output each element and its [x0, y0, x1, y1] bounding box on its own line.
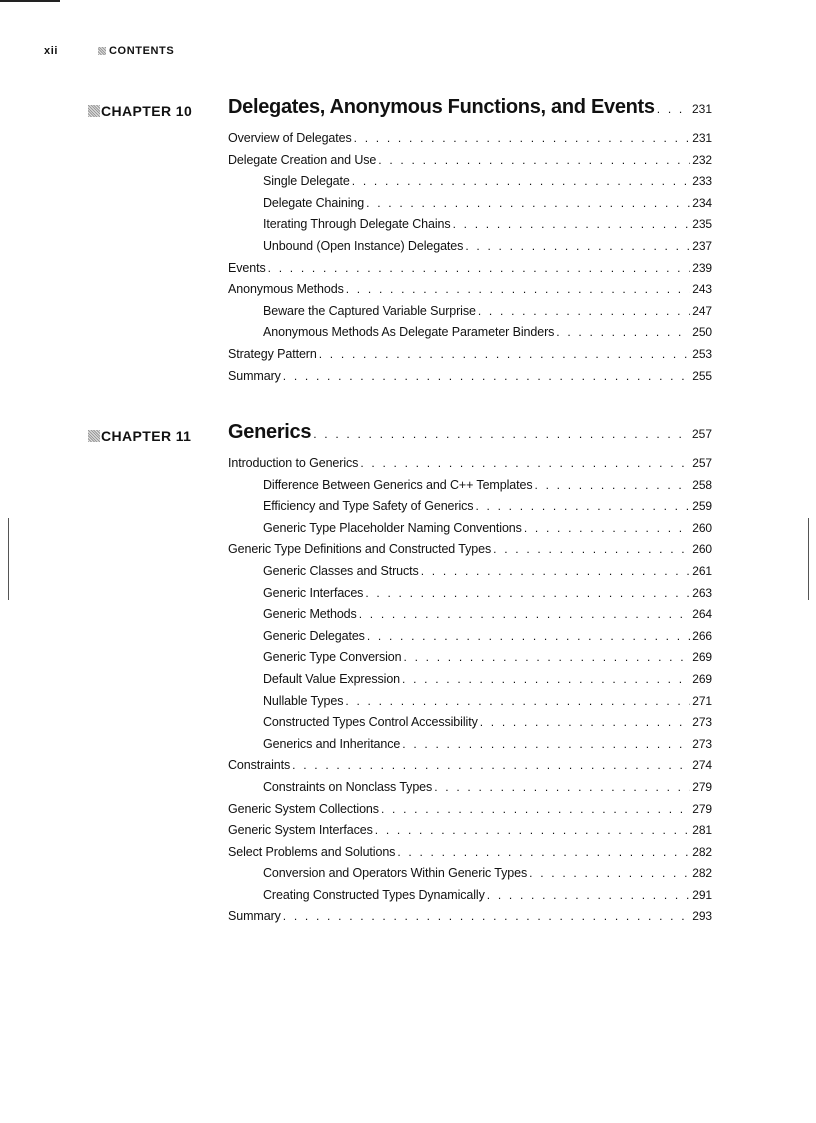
toc-entry-title: Default Value Expression [263, 671, 401, 686]
toc-entry-page: 282 [692, 866, 712, 881]
toc-entry-title: Introduction to Generics [228, 456, 359, 470]
dot-leader [378, 150, 690, 172]
chapter-block [88, 96, 712, 387]
dot-leader [345, 691, 690, 713]
toc-entry-page: 271 [692, 693, 712, 708]
toc-entry[interactable] [228, 669, 712, 691]
toc-entry[interactable] [228, 322, 712, 344]
toc-entry-page: 233 [692, 174, 712, 189]
toc-entry-title: Nullable Types [263, 693, 344, 708]
toc-entry-title: Beware the Captured Variable Surprise [263, 303, 476, 318]
toc-entry-page: 263 [692, 585, 712, 600]
toc-entry-title: Difference Between Generics and C++ Templates [263, 477, 533, 492]
dot-leader [367, 626, 690, 648]
toc-entry[interactable] [228, 755, 712, 777]
chapter-page-number: 257 [691, 427, 712, 441]
section-title: CONTENTS [109, 45, 175, 57]
dot-leader [535, 475, 691, 497]
chapter-label-text: CHAPTER 10 [101, 103, 193, 119]
toc-entries [228, 128, 712, 387]
dot-leader [465, 236, 690, 258]
dot-leader [434, 777, 690, 799]
toc-entry[interactable] [228, 799, 712, 821]
toc-entry-title: Generic Methods [263, 607, 357, 622]
chapter-title-row[interactable] [228, 421, 712, 444]
toc-entry[interactable] [228, 475, 712, 497]
toc-entry-title: Generic Delegates [263, 628, 365, 643]
toc-entry-title: Delegate Chaining [263, 195, 365, 210]
toc-entry-page: 250 [692, 325, 712, 340]
toc-entry[interactable] [228, 906, 712, 928]
toc-entry[interactable] [228, 734, 712, 756]
toc-entry[interactable] [228, 171, 712, 193]
toc-entry-title: Generic Type Conversion [263, 650, 402, 665]
chapter-label [88, 428, 191, 444]
toc-entry-title: Unbound (Open Instance) Delegates [263, 238, 464, 253]
toc-entry-page: 257 [692, 456, 712, 470]
toc-entry-title: Events [228, 260, 266, 275]
crop-mark [8, 518, 9, 600]
toc-entry-page: 235 [692, 217, 712, 232]
toc-entry[interactable] [228, 691, 712, 713]
toc-entry-page: 260 [692, 520, 712, 535]
toc-entry-title: Generics and Inheritance [263, 736, 401, 751]
toc-entry-page: 273 [692, 736, 712, 751]
toc-entry[interactable] [228, 453, 712, 475]
toc-entry-page: 260 [692, 542, 712, 557]
toc-entry[interactable] [228, 863, 712, 885]
chapter-label-text: CHAPTER 11 [101, 428, 192, 444]
toc-entry[interactable] [228, 150, 712, 172]
section-marker-icon [98, 47, 106, 55]
toc-entry[interactable] [228, 193, 712, 215]
toc-entry[interactable] [228, 258, 712, 280]
dot-leader [404, 647, 691, 669]
chapter-label [88, 103, 192, 119]
toc-entry-page: 273 [692, 715, 712, 730]
dot-leader [268, 258, 691, 280]
dot-leader [421, 561, 691, 583]
toc-entry-page: 279 [692, 801, 712, 816]
crop-mark [808, 518, 809, 600]
chapter-marker-icon [88, 105, 100, 117]
toc-entry-title: Strategy Pattern [228, 346, 317, 361]
dot-leader [556, 322, 690, 344]
toc-entry-page: 232 [692, 152, 712, 167]
dot-leader [402, 734, 690, 756]
dot-leader [381, 799, 690, 821]
toc-entry-title: Constraints on Nonclass Types [263, 779, 433, 794]
toc-entry[interactable] [228, 842, 712, 864]
chapter-page-number: 231 [691, 102, 712, 116]
toc-entry-title: Single Delegate [263, 174, 350, 189]
toc-entry-page: 266 [692, 628, 712, 643]
chapter-title: Generics [228, 421, 312, 443]
toc-entry-title: Generic System Interfaces [228, 823, 373, 838]
toc-entry-title: Delegate Creation and Use [228, 152, 377, 167]
toc-entry-page: 291 [692, 887, 712, 902]
dot-leader [283, 906, 690, 928]
dot-leader [397, 842, 690, 864]
toc-entry-page: 237 [692, 238, 712, 253]
chapter-title: Delegates, Anonymous Functions, and Events [228, 96, 655, 118]
chapter-heading [88, 96, 712, 122]
dot-leader [365, 583, 690, 605]
toc-entry-page: 279 [692, 779, 712, 794]
toc-entry[interactable] [228, 561, 712, 583]
toc-entry-page: 269 [692, 650, 712, 665]
toc-entry-title: Overview of Delegates [228, 131, 352, 145]
toc-entry[interactable] [228, 301, 712, 323]
chapter-block [88, 421, 712, 928]
toc-entry-title: Constraints [228, 758, 291, 773]
toc-entry[interactable] [228, 626, 712, 648]
dot-leader [529, 863, 690, 885]
toc-entry[interactable] [228, 518, 712, 540]
toc-entry-page: 239 [692, 260, 712, 275]
toc-entry-page: 243 [692, 282, 712, 297]
dot-leader [292, 755, 690, 777]
toc-entry-page: 259 [692, 499, 712, 514]
dot-leader [352, 171, 691, 193]
toc-entry-title: Select Problems and Solutions [228, 844, 396, 859]
toc-entry-page: 282 [692, 844, 712, 859]
toc-entry[interactable] [228, 820, 712, 842]
dot-leader [475, 496, 690, 518]
dot-leader [453, 214, 691, 236]
toc-entry[interactable] [228, 712, 712, 734]
toc-entry-page: 293 [692, 909, 712, 924]
page-number: xii [44, 45, 59, 57]
toc-entry-title: Anonymous Methods [228, 282, 344, 297]
toc-entry[interactable] [228, 128, 712, 150]
toc-entry-title: Generic System Collections [228, 801, 379, 816]
toc-entry[interactable] [228, 647, 712, 669]
toc-entry[interactable] [228, 366, 712, 388]
toc-entry[interactable] [228, 583, 712, 605]
chapter-marker-icon [88, 430, 100, 442]
toc-entry[interactable] [228, 344, 712, 366]
toc-entry-page: 281 [692, 823, 712, 838]
top-rule [0, 0, 60, 2]
toc-entry-title: Summary [228, 368, 281, 383]
toc-entry-page: 269 [692, 671, 712, 686]
dot-leader [657, 102, 690, 116]
toc-entry[interactable] [228, 279, 712, 301]
dot-leader [359, 604, 691, 626]
dot-leader [346, 279, 691, 301]
toc-entry[interactable] [228, 236, 712, 258]
dot-leader [478, 301, 690, 323]
toc-entry[interactable] [228, 496, 712, 518]
toc-entry-title: Generic Interfaces [263, 585, 364, 600]
toc-entry-page: 264 [692, 607, 712, 622]
toc-entry-page: 247 [692, 303, 712, 318]
dot-leader [360, 453, 690, 475]
toc-entry-title: Anonymous Methods As Delegate Parameter Binders [263, 325, 555, 340]
toc-entry-page: 261 [692, 563, 712, 578]
dot-leader [313, 427, 690, 441]
toc-entry-title: Generic Type Definitions and Constructed Types [228, 542, 492, 557]
toc-entry-title: Generic Classes and Structs [263, 563, 419, 578]
chapter-title-row[interactable] [228, 96, 712, 119]
toc-entry[interactable] [228, 777, 712, 799]
toc-entry[interactable] [228, 539, 712, 561]
dot-leader [366, 193, 690, 215]
chapter-heading [88, 421, 712, 447]
dot-leader [524, 518, 690, 540]
toc-entry-page: 231 [692, 131, 712, 145]
toc-entry-title: Conversion and Operators Within Generic Types [263, 866, 528, 881]
dot-leader [487, 885, 691, 907]
toc-entry-title: Creating Constructed Types Dynamically [263, 887, 485, 902]
toc-entry-title: Efficiency and Type Safety of Generics [263, 499, 474, 514]
dot-leader [319, 344, 691, 366]
toc-entry-page: 253 [692, 346, 712, 361]
toc-entry-page: 274 [692, 758, 712, 773]
toc-entry[interactable] [228, 604, 712, 626]
dot-leader [354, 128, 691, 150]
toc-entry-title: Summary [228, 909, 281, 924]
toc-entry-page: 255 [692, 368, 712, 383]
dot-leader [283, 366, 690, 388]
toc-entry-title: Constructed Types Control Accessibility [263, 715, 478, 730]
toc-entry-title: Iterating Through Delegate Chains [263, 217, 451, 232]
dot-leader [480, 712, 691, 734]
toc-entry-page: 258 [692, 477, 712, 492]
dot-leader [402, 669, 690, 691]
toc-entries [228, 453, 712, 928]
dot-leader [493, 539, 690, 561]
dot-leader [375, 820, 690, 842]
running-head [44, 44, 174, 58]
toc-entry-title: Generic Type Placeholder Naming Conventions [263, 520, 522, 535]
toc-entry[interactable] [228, 885, 712, 907]
toc-entry-page: 234 [692, 195, 712, 210]
toc-entry[interactable] [228, 214, 712, 236]
